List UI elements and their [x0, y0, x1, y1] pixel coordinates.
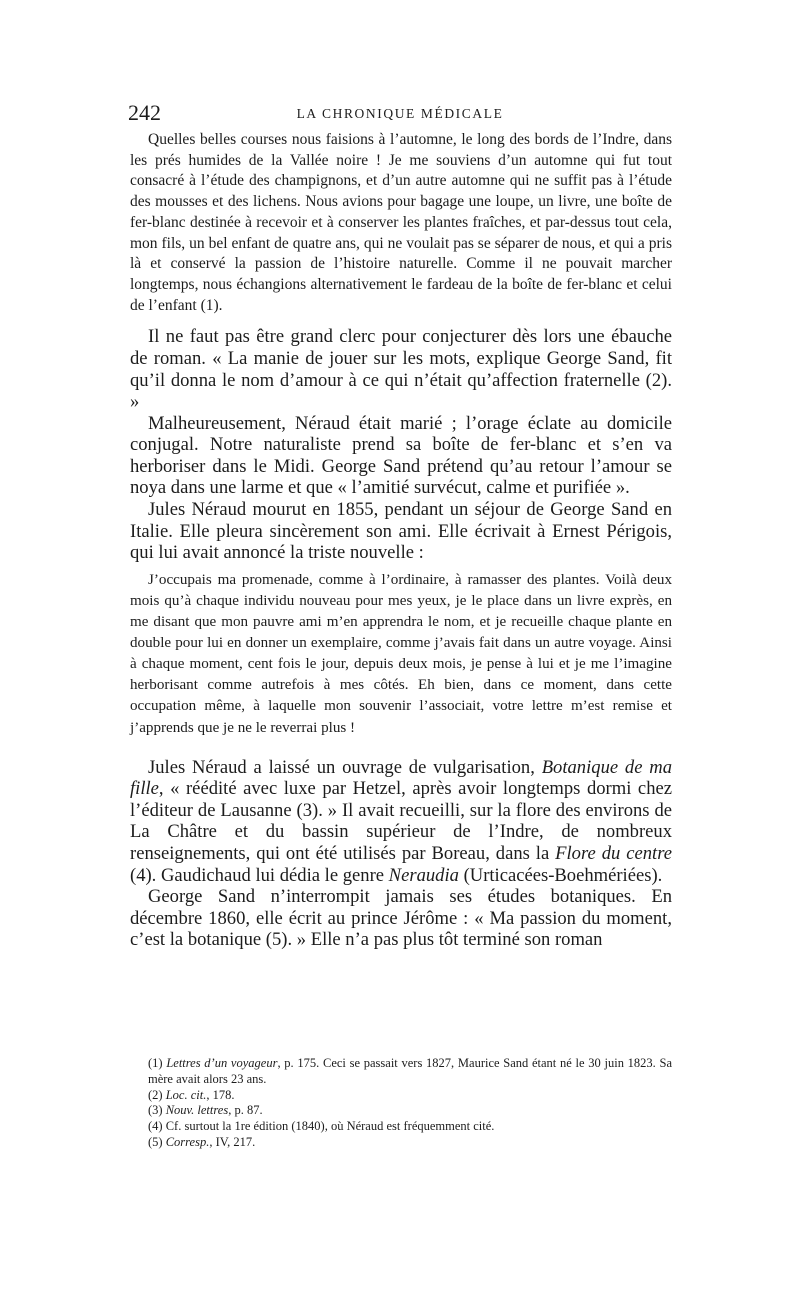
footnote-number: (2) — [148, 1087, 166, 1102]
running-head: LA CHRONIQUE MÉDICALE — [296, 106, 504, 121]
footnote-4: (4) Cf. surtout la 1re édition (1840), où Néraud est fréquemment cité. — [148, 1119, 495, 1134]
text-run: , « réédité avec luxe par Hetzel, après avoir longtemps dormi chez l’éditeur de Lausanne (3). » Il avait recueilli, sur la flore des environs de La Châtre et du bassin supérieur de l’Indre, de nombreux renseignements, qui ont été utilisés par Boreau, dans la — [130, 778, 672, 864]
genus-name: Neraudia — [388, 864, 459, 886]
paragraph: George Sand n’interrompit jamais ses études botaniques. En décembre 1860, elle écrit au prince Jérôme : « Ma passion du moment, c’est la botanique (5). » Elle n’a pas plus tôt terminé son roman — [130, 886, 672, 951]
footnotes — [148, 1056, 672, 1151]
footnote-title: Nouv. lettres — [165, 1103, 229, 1118]
footnote-text: , p. 87. — [228, 1103, 263, 1118]
page-number: 242 — [128, 100, 161, 125]
text-run: Jules Néraud a laissé un ouvrage de vulgarisation, — [148, 756, 542, 778]
paragraph — [130, 757, 672, 887]
paragraph: Il ne faut pas être grand clerc pour conjecturer dès lors une ébauche de roman. « La manie de jouer sur les mots, explique George Sand, fit qu’il donna le nom d’amour à ce qui n’était qu’affection fraternelle (2). » — [130, 326, 672, 413]
block-quote: J’occupais ma promenade, comme à l’ordinaire, à ramasser des plantes. Voilà deux mois qu’à chaque individu nouveau pour mes yeux, je le place dans un livre exprès, en me disant que mon pauvre ami m’en apprendra le nom, et je recueille chaque plante en double pour lui en donner un exemplaire, comme j’avais fait dans un autre voyage. Ainsi à chaque moment, cent fois le jour, depuis deux mois, je pense à lui et je me l’imagine herborisant comme autrefois à mes côtés. Eh bien, dans ce moment, dans cette occupation même, à laquelle mon souvenir l’associait, votre lettre m’est remise et j’apprends que je ne le reverrai plus ! — [130, 571, 672, 736]
paragraph: Malheureusement, Néraud était marié ; l’orage éclate au domicile conjugal. Notre naturaliste prend sa boîte de fer-blanc et s’en va herboriser dans le Midi. George Sand prétend qu’au retour l’amour se noya dans une larme et que « l’amitié survécut, calme et purifiée ». — [130, 412, 672, 499]
footnote-text: , 178. — [206, 1087, 235, 1102]
footnote-1 — [148, 1056, 672, 1088]
footnote-5 — [148, 1135, 672, 1151]
footnote-number: (1) — [148, 1056, 167, 1070]
paragraph: Jules Néraud mourut en 1855, pendant un séjour de George Sand en Italie. Elle pleura sincèrement son ami. Elle écrivait à Ernest Périgois, qui lui avait annoncé la triste nouvelle : — [130, 499, 672, 564]
footnote-number: (3) — [148, 1103, 166, 1118]
footnote-3 — [148, 1103, 672, 1119]
footnote-2 — [148, 1088, 672, 1104]
footnote-title: Loc. cit. — [165, 1087, 207, 1102]
paragraph-quoted-recollection: Quelles belles courses nous faisions à l’automne, le long des bords de l’Indre, dans les prés humides de la Vallée noire ! Je me souviens d’un automne qui fut tout consacré à l’étude des champignons, et d’un autre automne qui ne suffit pas à l’étude des mousses et des lichens. Nous avions pour bagage une loupe, un livre, une boîte de fer-blanc destinée à recevoir et à conserver les plantes fraîches, et par-dessus tout cela, mon fils, un bel enfant de quatre ans, qui ne voulait pas se séparer de nous, et qui a pris là et conservé la passion de l’histoire naturelle. Comme il ne pouvait marcher longtemps, nous échangions alternativement le fardeau de la boîte de fer-blanc et celui de l’enfant (1). — [130, 131, 672, 314]
body-text — [130, 130, 672, 951]
text-run: (4). Gaudichaud lui dédia le genre — [130, 864, 389, 886]
book-title: Botanique de ma fille — [130, 756, 673, 800]
footnote-text: , IV, 217. — [209, 1134, 256, 1149]
text-run: (Urticacées-Boehmériées). — [458, 864, 663, 886]
book-title: Flore du centre — [555, 842, 672, 864]
page-header — [128, 100, 672, 130]
footnote-number: (5) — [148, 1134, 166, 1149]
footnote-title: Corresp. — [165, 1134, 210, 1149]
footnote-title: Lettres d’un voyageur — [166, 1056, 278, 1070]
footnote-text: , p. 175. Ceci se passait vers 1827, Maurice Sand étant né le 30 juin 1823. Sa mère avait alors 23 ans. — [148, 1056, 673, 1086]
